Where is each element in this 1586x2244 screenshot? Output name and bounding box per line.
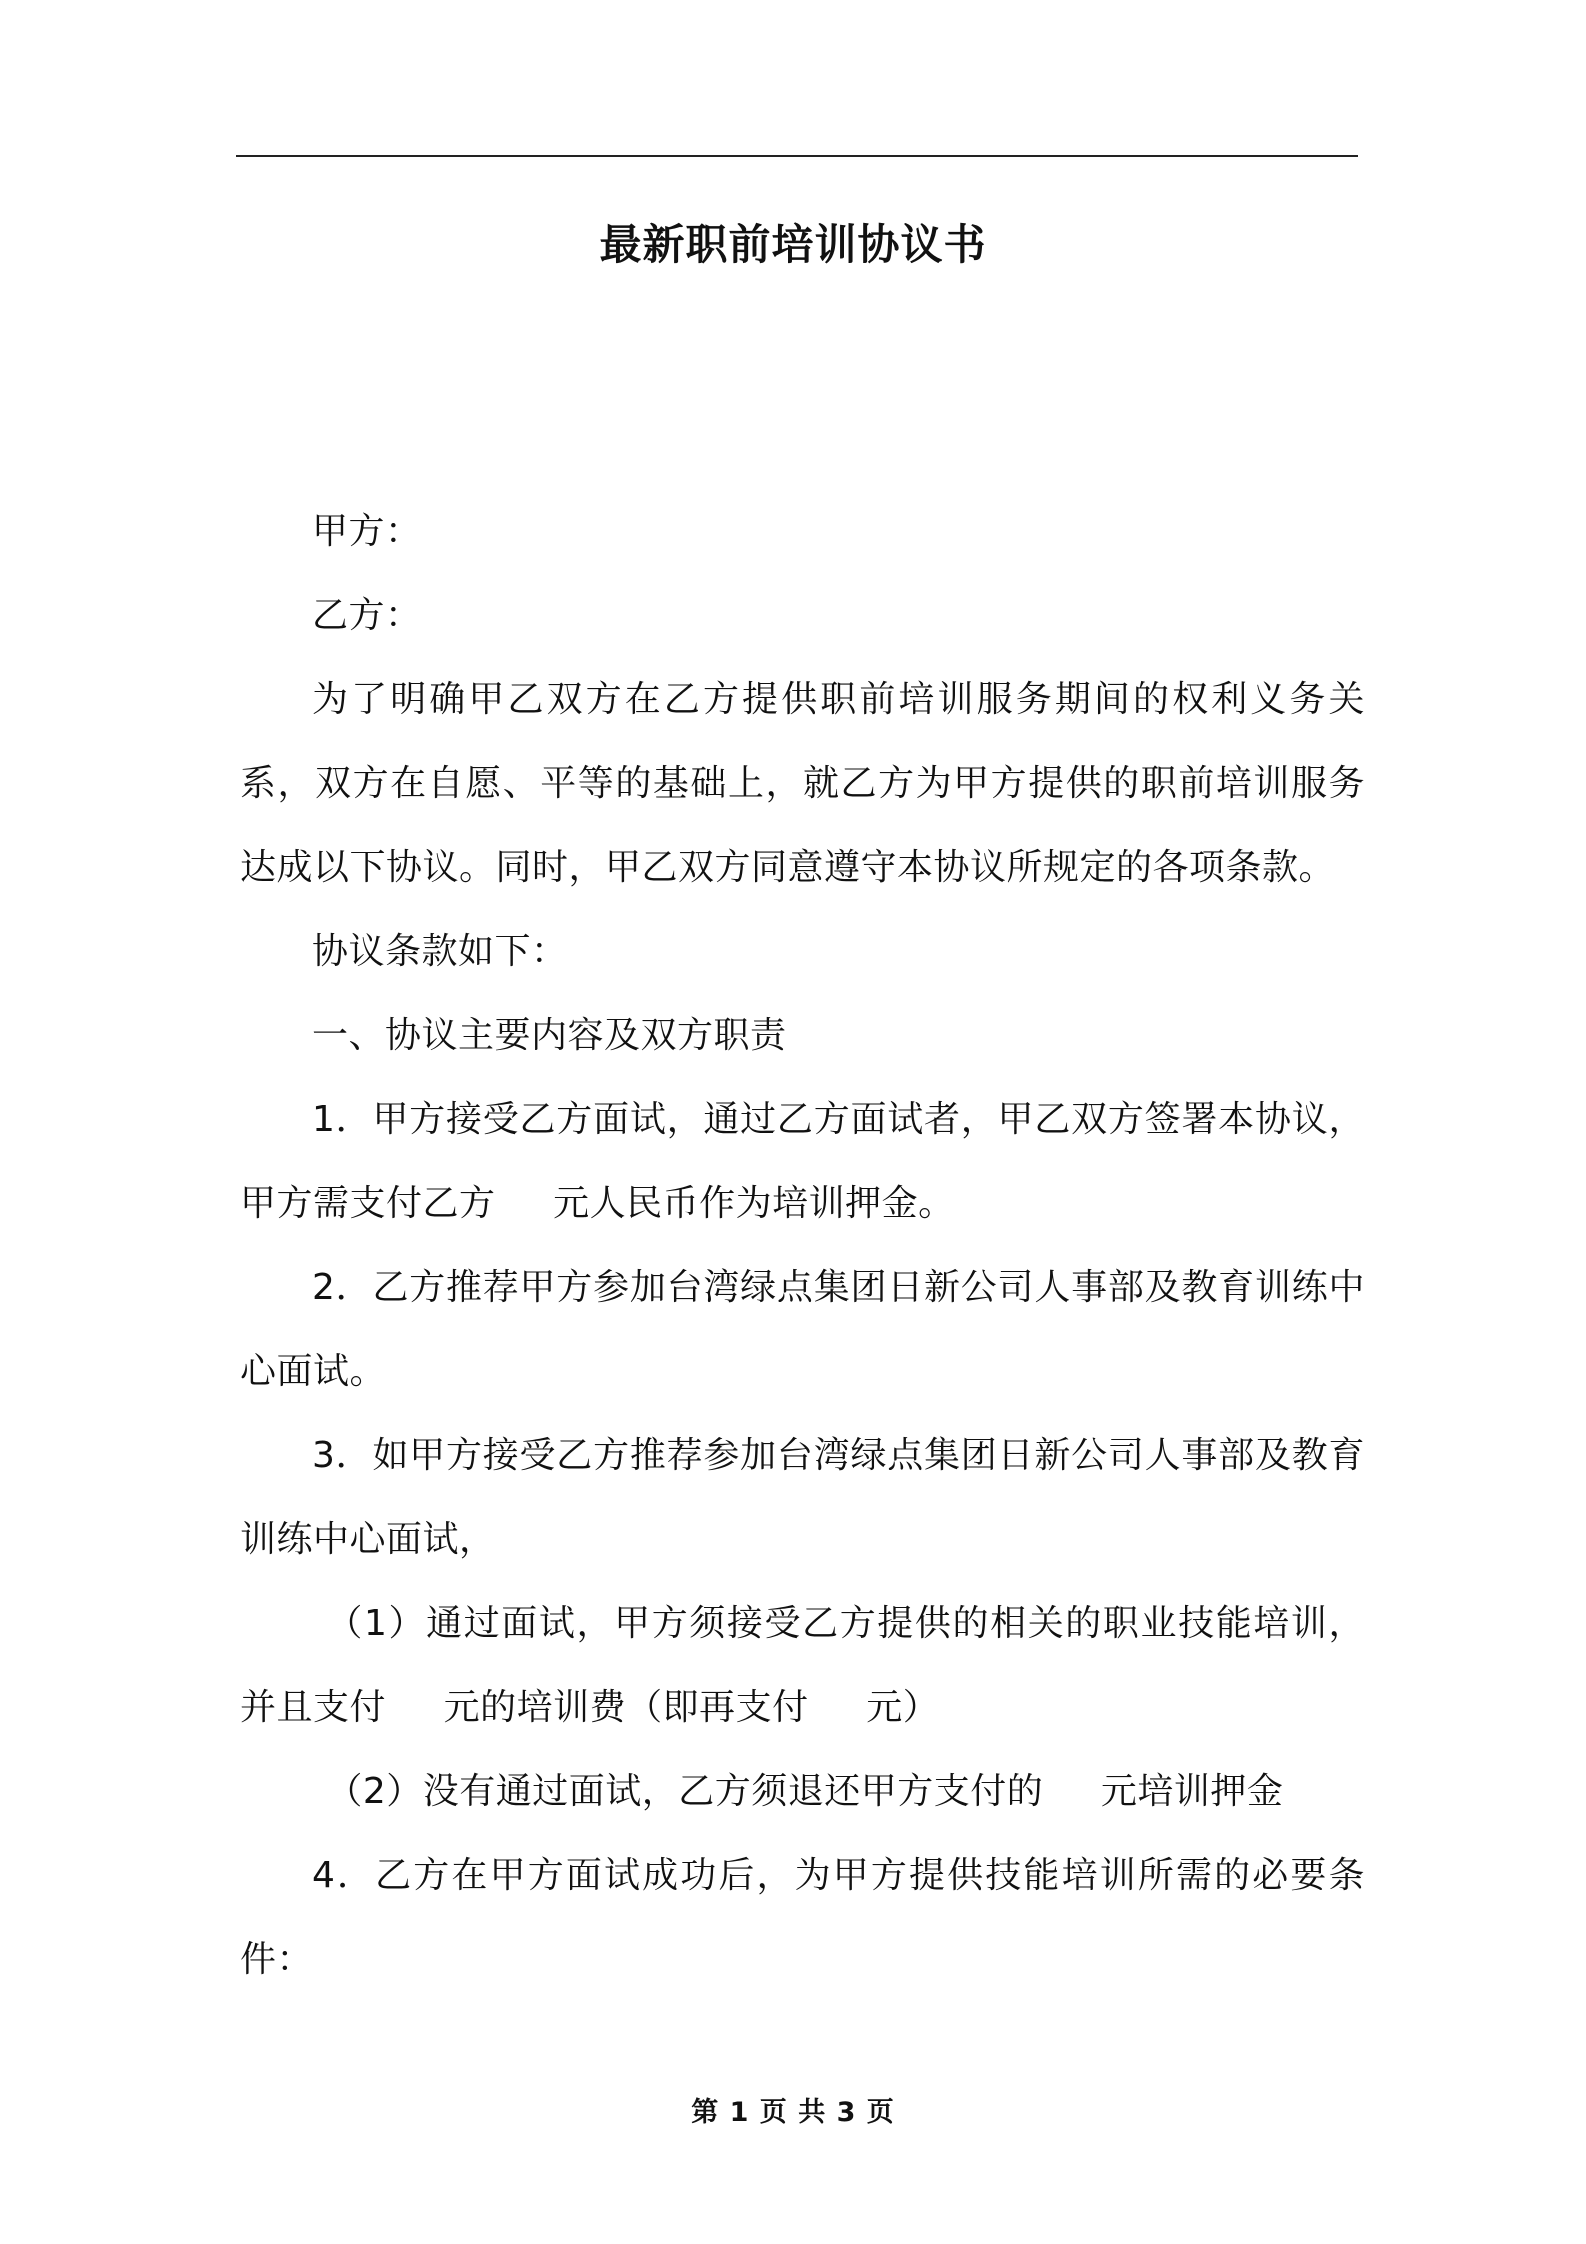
clause-3-2-text-a: （2）没有通过面试，乙方须退还甲方支付的 [326,1771,1044,1812]
clause-3-2-text-b: 元培训押金 [1100,1771,1284,1812]
clause-1-text-a: 1．甲方接受乙方面试，通过乙方面试者，甲乙双方签署本协议，甲方需支付乙方 [240,1099,1365,1224]
clause-3-1-text-b: 元的培训费（即再支付 [443,1687,809,1728]
clause-1 [240,1078,1365,1246]
clause-1-text-b: 元人民币作为培训押金。 [553,1183,955,1224]
clause-3-1 [240,1582,1365,1750]
clause-3-2 [240,1750,1365,1834]
clause-3: 3．如甲方接受乙方推荐参加台湾绿点集团日新公司人事部及教育训练中心面试， [240,1435,1365,1560]
party-a-label: 甲方： [312,511,422,552]
terms-heading: 协议条款如下： [312,931,568,972]
clause-4: 4．乙方在甲方面试成功后，为甲方提供技能培训所需的必要条件： [240,1855,1365,1980]
document-body [240,490,1365,2002]
intro-paragraph: 为了明确甲乙双方在乙方提供职前培训服务期间的权利义务关系，双方在自愿、平等的基础上，就乙方为甲方提供的职前培训服务达成以下协议。同时，甲乙双方同意遵守本协议所规定的各项条款。 [240,679,1365,888]
clause-3-1-text-c: 元） [866,1687,940,1728]
clause-3-1-text-a: （1）通过面试，甲方须接受乙方提供的相关的职业技能培训，并且支付 [240,1603,1365,1728]
party-b-label: 乙方： [312,595,422,636]
clause-2: 2．乙方推荐甲方参加台湾绿点集团日新公司人事部及教育训练中心面试。 [240,1267,1365,1392]
document-title: 最新职前培训协议书 [599,220,987,269]
page-number-footer: 第 1 页 共 3 页 [691,2097,895,2128]
header-rule [236,155,1358,157]
section-1-heading: 一、协议主要内容及双方职责 [312,1015,787,1056]
